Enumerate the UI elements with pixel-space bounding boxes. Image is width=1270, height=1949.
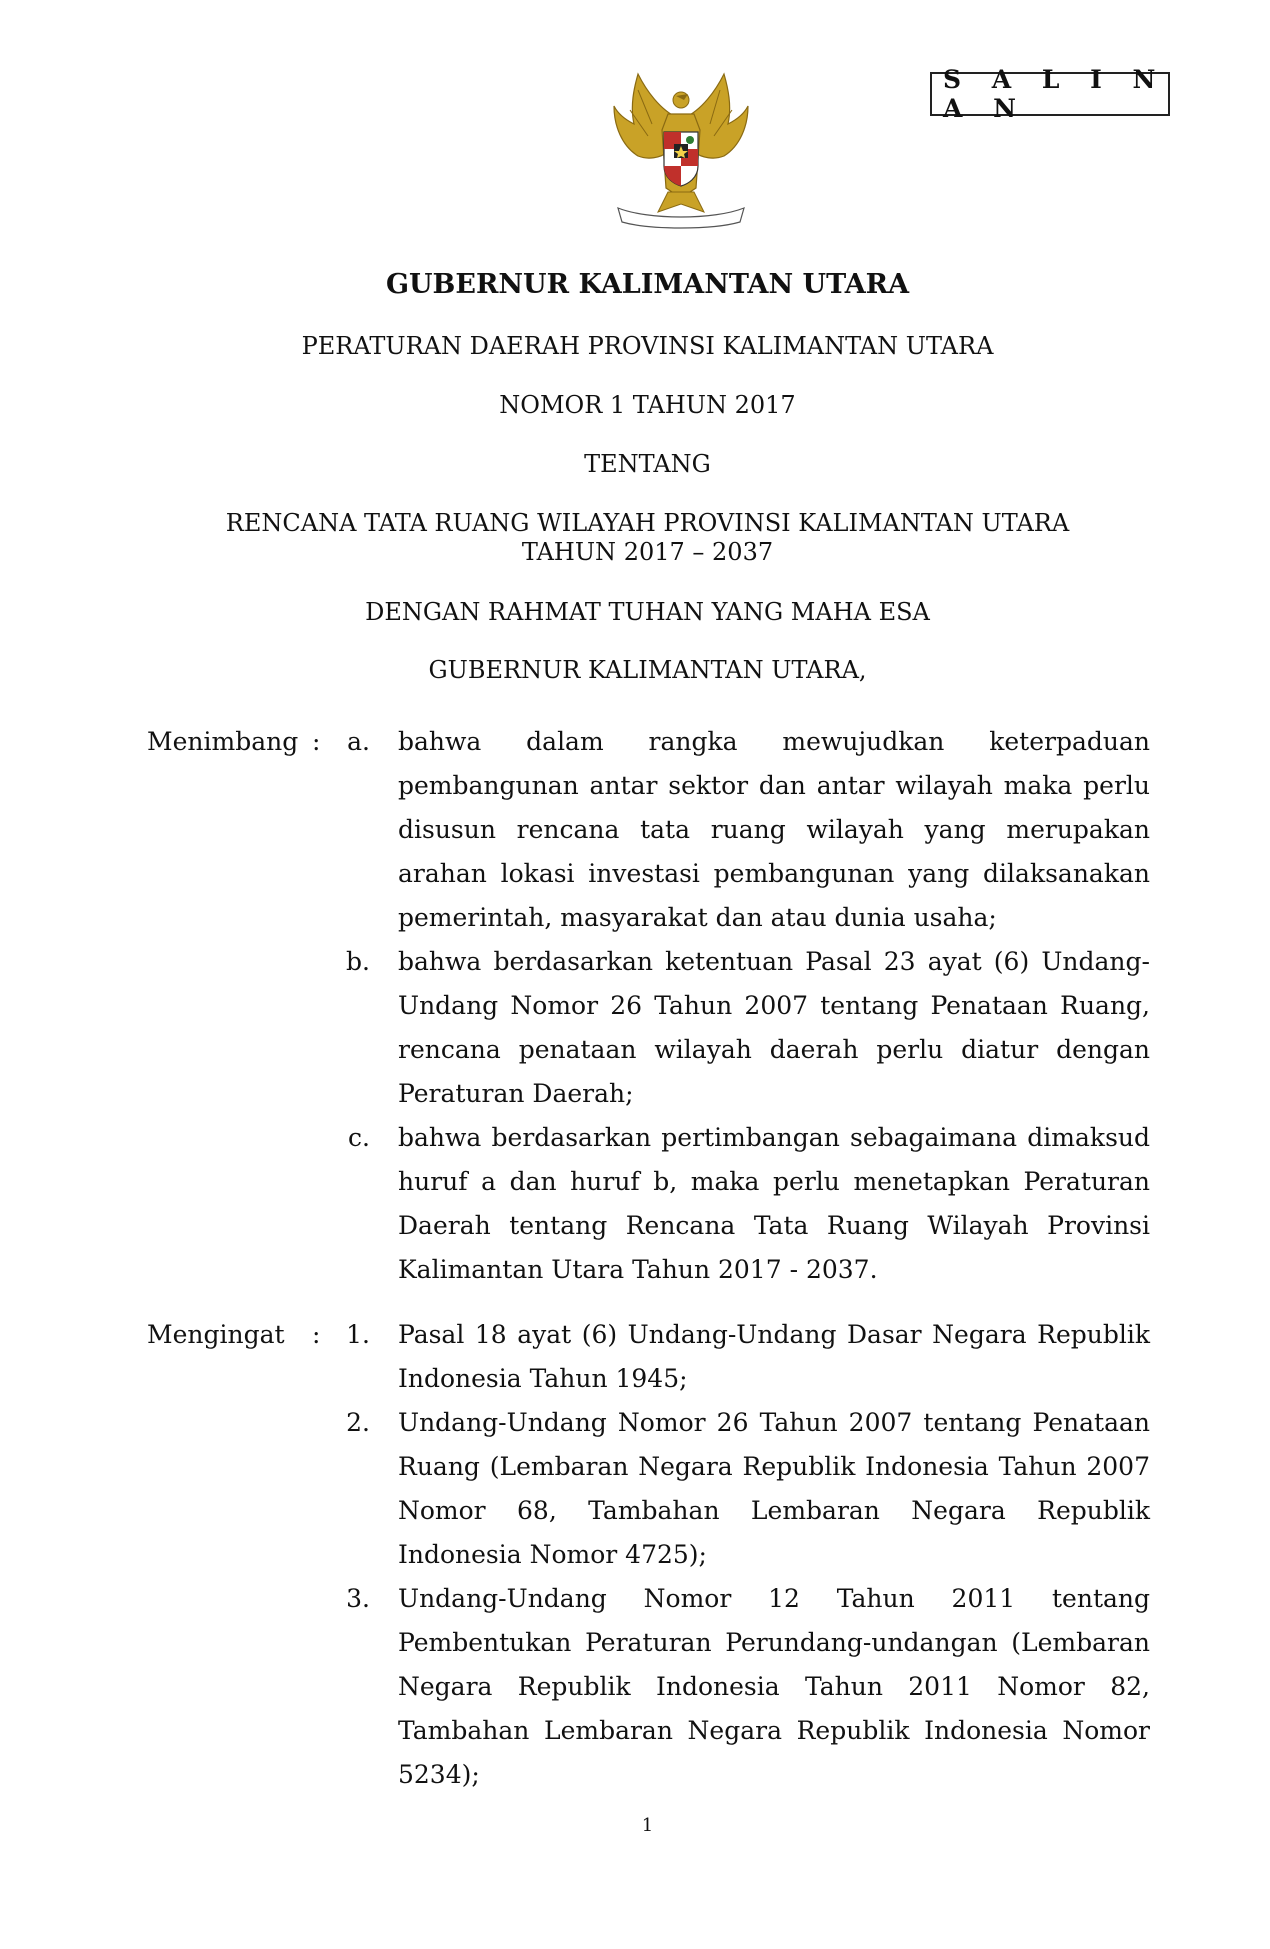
mengingat-item-2: Undang-Undang Nomor 26 Tahun 2007 tentang Penataan Ruang (Lembaran Negara Republik Indonesia Tahun 2007 Nomor 68, Tambahan Lembaran Negara Republik Indonesia Nomor 4725); bbox=[398, 1408, 1150, 1569]
menimbang-item-c: bahwa berdasarkan pertimbangan sebagaimana dimaksud huruf a dan huruf b, maka perlu menetapkan Peraturan Daerah tentang Rencana Tata Ruang Wilayah Provinsi Kalimantan Utara Tahun 2017 - 2037. bbox=[398, 1123, 1150, 1284]
mengingat-marker-1: 1. bbox=[346, 1320, 370, 1349]
page-number: 1 bbox=[641, 1815, 654, 1836]
regulation-title-line1: RENCANA TATA RUANG WILAYAH PROVINSI KALIMANTAN UTARA bbox=[225, 509, 1070, 537]
menimbang-marker-b: b. bbox=[346, 947, 370, 976]
mengingat-item-3: Undang-Undang Nomor 12 Tahun 2011 tentang Pembentukan Peraturan Perundang-undangan (Lembaran Negara Republik Indonesia Tahun 2011 Nomor 82, Tambahan Lembaran Negara Republik Indonesia Nomor 5234); bbox=[398, 1584, 1150, 1789]
mengingat-item-1: Pasal 18 ayat (6) Undang-Undang Dasar Negara Republik Indonesia Tahun 1945; bbox=[398, 1320, 1150, 1393]
mengingat-marker-3: 3. bbox=[346, 1584, 370, 1613]
authority-heading: GUBERNUR KALIMANTAN UTARA bbox=[385, 269, 910, 300]
menimbang-marker-a: a. bbox=[347, 727, 370, 756]
garuda-emblem-icon bbox=[608, 70, 754, 230]
blessing-line: DENGAN RAHMAT TUHAN YANG MAHA ESA bbox=[365, 598, 930, 626]
menimbang-label: Menimbang bbox=[147, 727, 299, 756]
regulation-type: PERATURAN DAERAH PROVINSI KALIMANTAN UTARA bbox=[301, 332, 994, 360]
regulation-number: NOMOR 1 TAHUN 2017 bbox=[499, 391, 796, 419]
regulation-title-line2: TAHUN 2017 – 2037 bbox=[521, 538, 774, 566]
mengingat-label: Mengingat bbox=[147, 1320, 285, 1349]
mengingat-marker-2: 2. bbox=[346, 1408, 370, 1437]
enactor-line: GUBERNUR KALIMANTAN UTARA, bbox=[428, 656, 867, 684]
menimbang-marker-c: c. bbox=[348, 1123, 370, 1152]
about-label: TENTANG bbox=[584, 450, 711, 478]
menimbang-colon: : bbox=[312, 727, 321, 756]
mengingat-colon: : bbox=[312, 1320, 321, 1349]
salinan-stamp: S A L I N A N bbox=[930, 72, 1170, 116]
menimbang-item-b: bahwa berdasarkan ketentuan Pasal 23 ayat (6) Undang-Undang Nomor 26 Tahun 2007 tentang Penataan Ruang, rencana penataan wilayah daerah perlu diatur dengan Peraturan Daerah; bbox=[398, 947, 1150, 1108]
menimbang-item-a: bahwa dalam rangka mewujudkan keterpaduan pembangunan antar sektor dan antar wilayah maka perlu disusun rencana tata ruang wilayah yang merupakan arahan lokasi investasi pembangunan yang dilaksanakan pemerintah, masyarakat dan atau dunia usaha; bbox=[398, 727, 1150, 932]
